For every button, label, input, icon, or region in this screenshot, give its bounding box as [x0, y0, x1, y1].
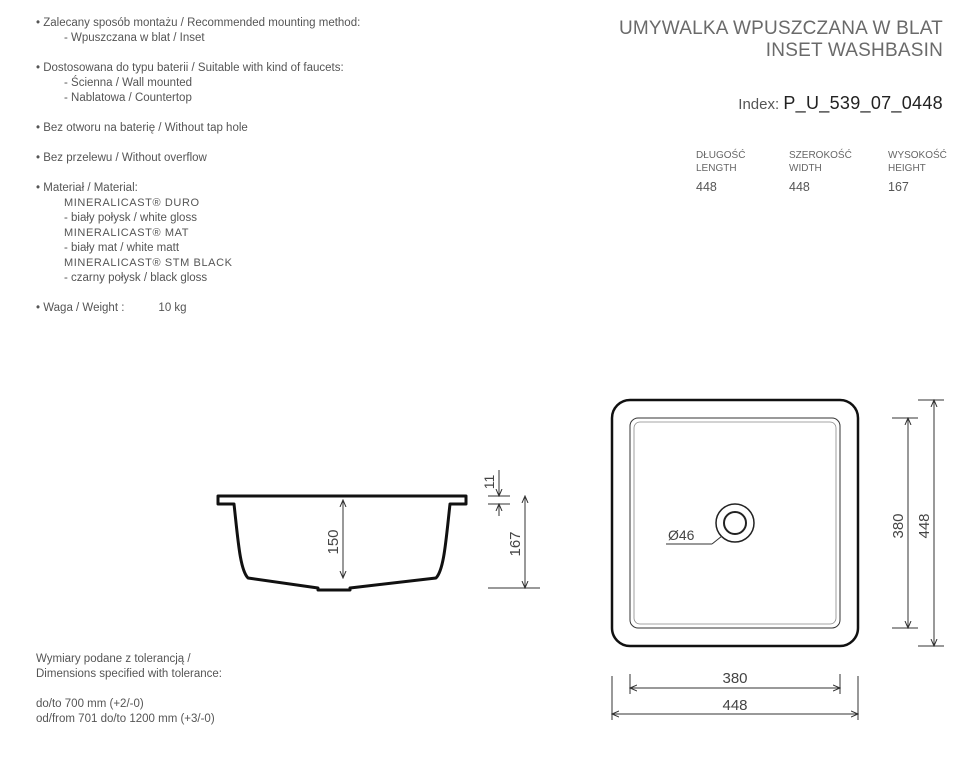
material-finish: - czarny połysk / black gloss: [64, 272, 208, 284]
spec-list: [36, 16, 456, 316]
inner-width-dim-label: 380: [722, 670, 748, 687]
basin-outer-rim: [612, 400, 858, 646]
dim-height: [888, 149, 947, 194]
material-label: • Materiał / Material:: [36, 182, 138, 194]
drain-leader-tip: [712, 536, 722, 544]
product-title: [619, 18, 943, 62]
material-name: MINERALICAST® STM BLACK: [64, 257, 233, 269]
basin-inner-edge: [634, 422, 836, 624]
outer-width-dim-label: 448: [722, 697, 748, 714]
dim-width-en: WIDTH: [789, 163, 822, 174]
dim-length: [696, 149, 745, 194]
basin-inner-bowl: [630, 418, 840, 628]
basin-section-outline: [218, 496, 466, 590]
dim-width: [789, 149, 852, 194]
material-label-text: Materiał / Material:: [43, 182, 138, 194]
inner-depth-dim-label: 380: [890, 513, 907, 539]
outer-depth-dim-label: 448: [916, 513, 933, 539]
material-finish: - biały połysk / white gloss: [64, 212, 197, 224]
dim-width-value: 448: [789, 180, 810, 194]
overflow-info: • Bez przelewu / Without overflow: [36, 152, 207, 164]
material-finish: - biały mat / white matt: [64, 242, 180, 254]
top-view-drawing: [600, 390, 955, 725]
drain-circle-inner: [724, 512, 746, 534]
tap-hole-text: Bez otworu na baterię / Without tap hole: [43, 122, 248, 134]
weight-value: 10 kg: [158, 302, 187, 314]
side-section-drawing: [210, 460, 540, 600]
faucet-value-wall: - Ścienna / Wall mounted: [64, 77, 193, 89]
dim-width-pl: SZEROKOŚĆ: [789, 150, 852, 161]
tap-hole-info: • Bez otworu na baterię / Without tap hole: [36, 122, 248, 134]
product-index: [738, 93, 943, 114]
mounting-label-text: Zalecany sposób montażu / Recommended mounting method:: [43, 17, 361, 29]
material-name: MINERALICAST® DURO: [64, 197, 200, 209]
title-en: INSET WASHBASIN: [765, 40, 943, 61]
faucet-label-text: Dostosowana do typu baterii / Suitable with kind of faucets:: [43, 62, 344, 74]
tolerance-line: Dimensions specified with tolerance:: [36, 668, 223, 680]
dim-length-value: 448: [696, 180, 717, 194]
mounting-value: - Wpuszczana w blat / Inset: [64, 32, 205, 44]
tolerance-line: od/from 701 do/to 1200 mm (+3/-0): [36, 713, 215, 725]
dim-length-en: LENGTH: [696, 163, 737, 174]
dim-height-en: HEIGHT: [888, 163, 926, 174]
index-value: P_U_539_07_0448: [783, 93, 943, 113]
weight-label: Waga / Weight :: [43, 302, 125, 314]
height-dim-label: 167: [507, 531, 524, 557]
depth-dim-label: 150: [325, 529, 342, 555]
rim-dim-label: 11: [481, 474, 497, 490]
tolerance-line: do/to 700 mm (+2/-0): [36, 698, 144, 710]
dim-height-pl: WYSOKOŚĆ: [888, 150, 947, 161]
drain-dim-label: Ø46: [668, 527, 695, 543]
dim-length-pl: DŁUGOŚĆ: [696, 150, 746, 161]
faucet-label: • Dostosowana do typu baterii / Suitable with kind of faucets:: [36, 62, 344, 74]
faucet-value-countertop: - Nablatowa / Countertop: [64, 92, 192, 104]
material-name: MINERALICAST® MAT: [64, 227, 190, 239]
title-pl: UMYWALKA WPUSZCZANA W BLAT: [618, 18, 943, 39]
index-label: Index:: [738, 96, 780, 113]
mounting-label: • Zalecany sposób montażu / Recommended mounting method:: [36, 17, 361, 29]
overflow-text: Bez przelewu / Without overflow: [43, 152, 207, 164]
tolerance-notes: [36, 652, 222, 727]
tolerance-line: Wymiary podane z tolerancją /: [36, 653, 191, 665]
weight-info: • Waga / Weight : 10 kg: [36, 302, 187, 314]
dim-height-value: 167: [888, 180, 909, 194]
